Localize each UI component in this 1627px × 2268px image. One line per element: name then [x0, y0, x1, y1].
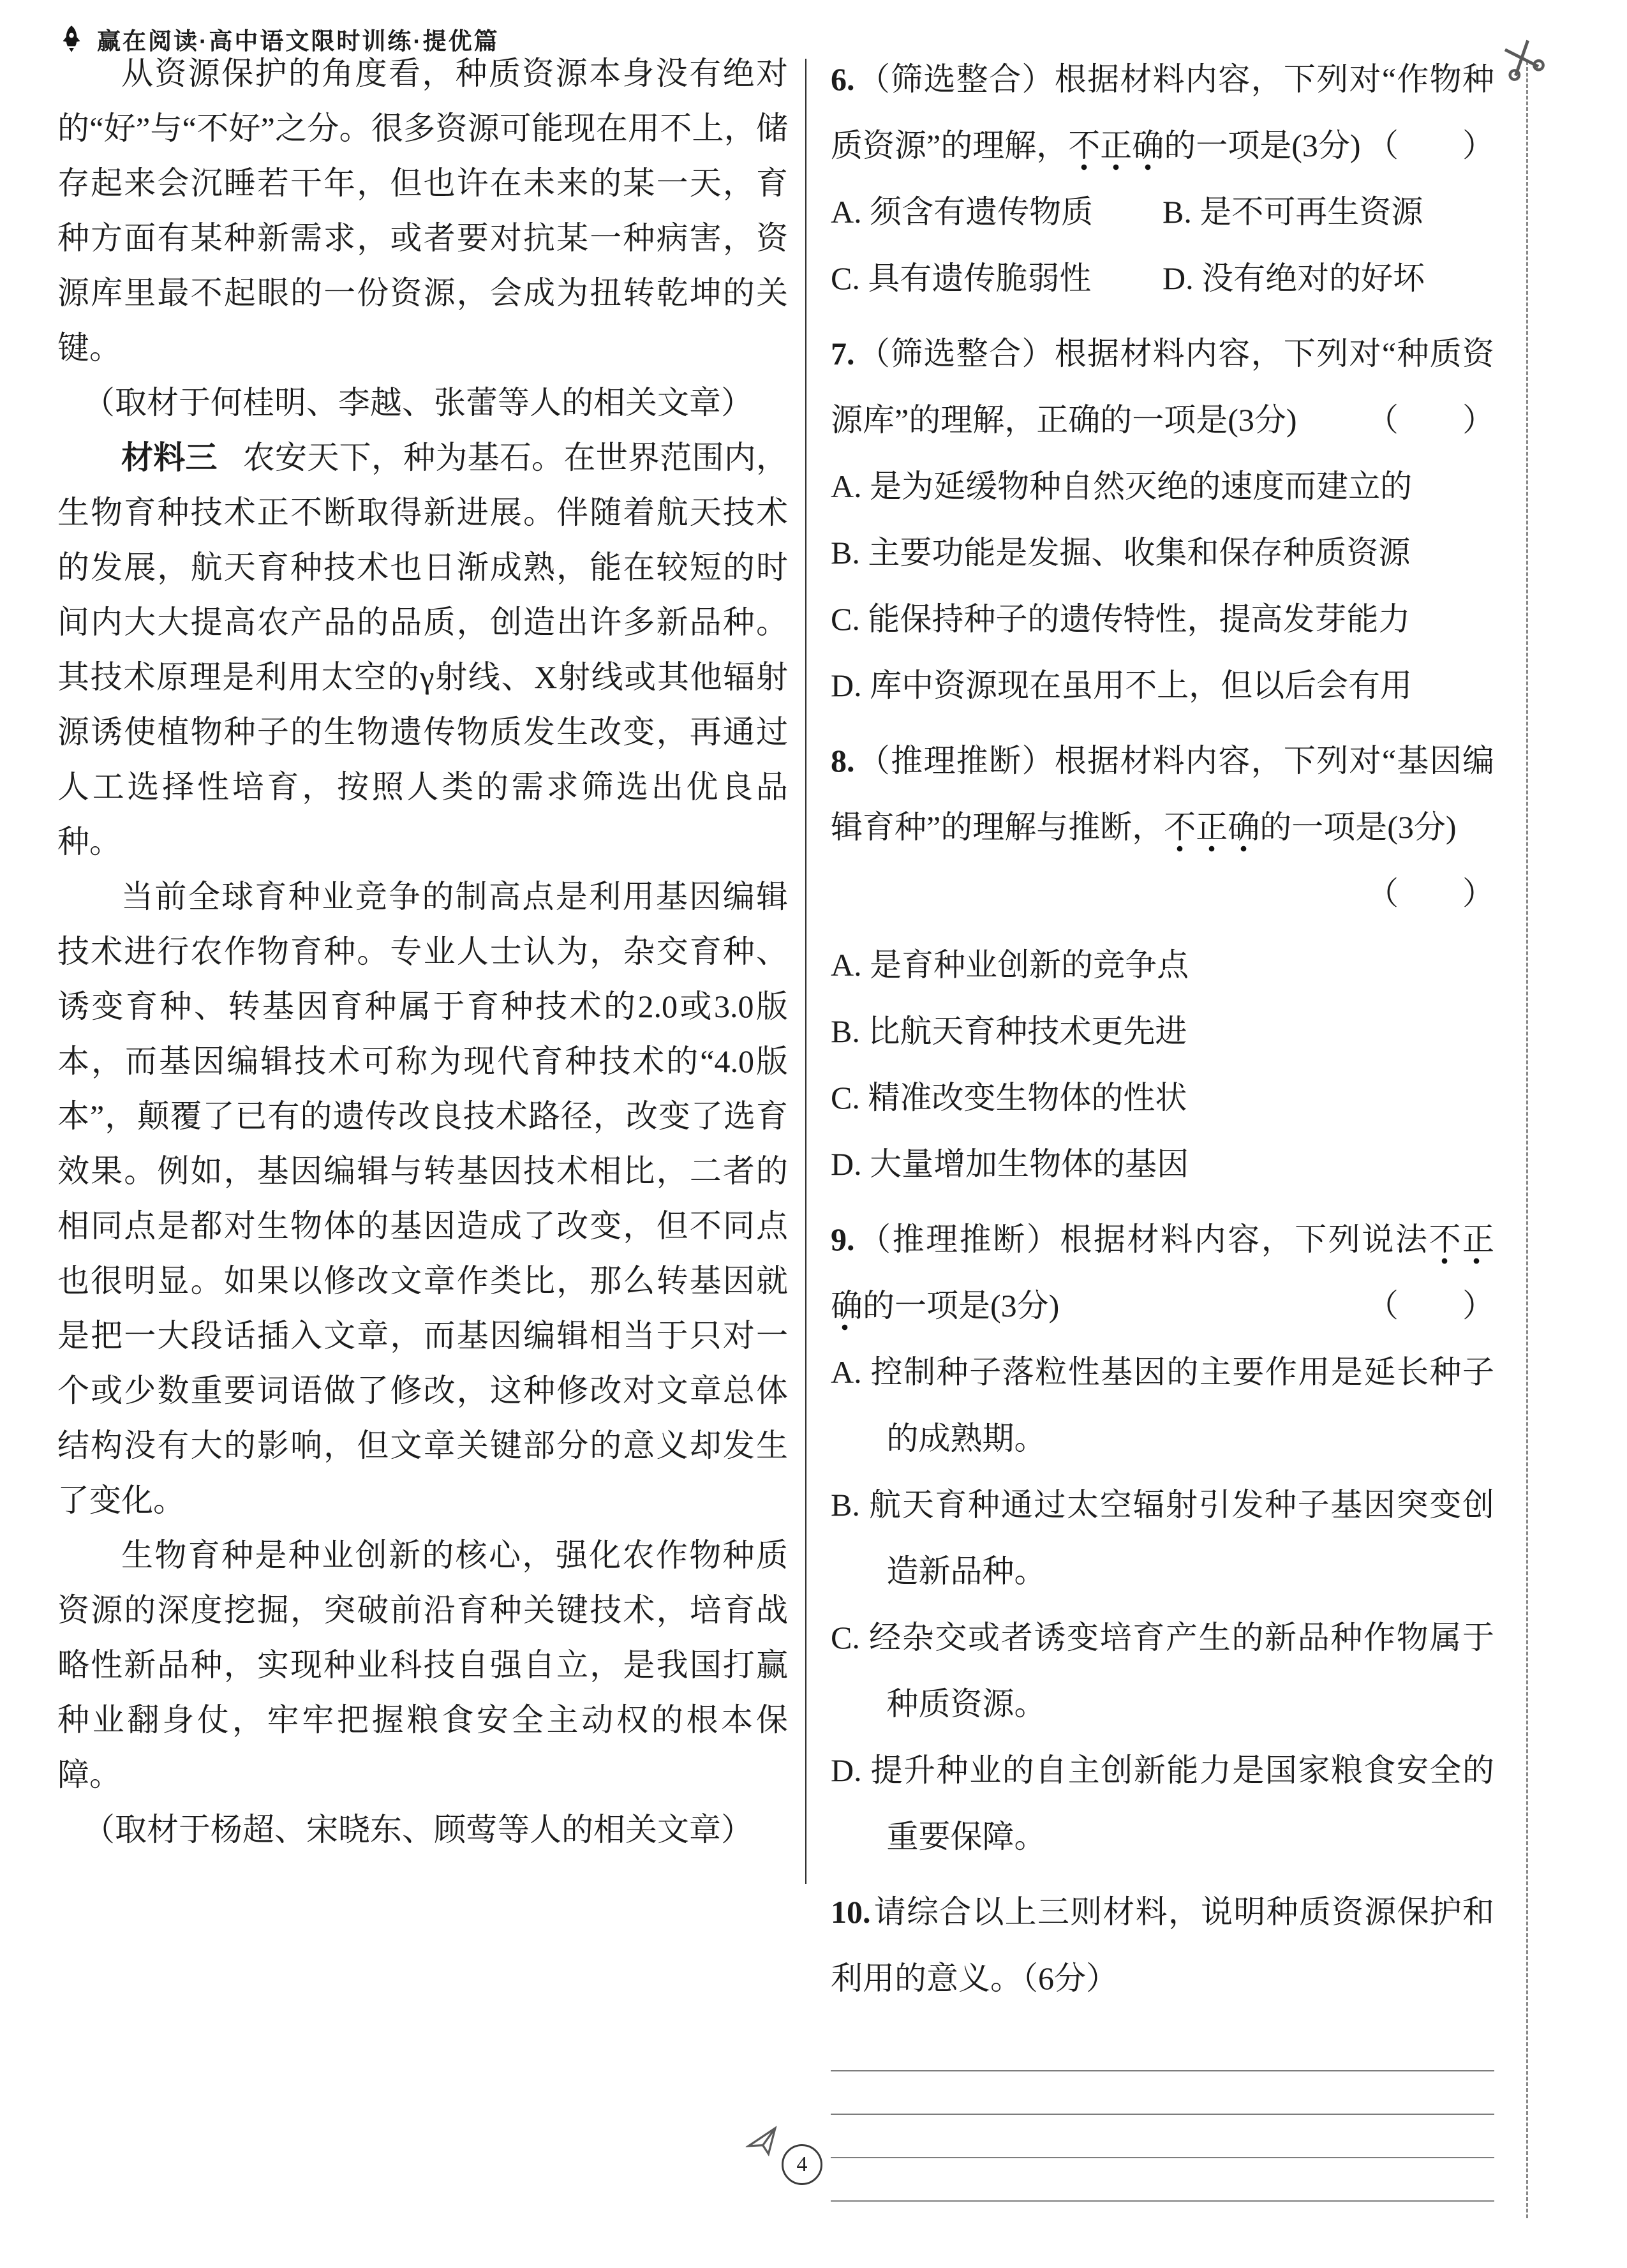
stem-text: 根据材料内容，下列对“作物种质资源”的理解， — [831, 61, 1495, 163]
option-a — [831, 453, 1494, 519]
question-stem — [831, 46, 1494, 179]
options — [831, 453, 1494, 719]
answer-line — [831, 2071, 1494, 2115]
answer-bracket: （ ） — [1367, 876, 1494, 911]
option-label: D. — [831, 1146, 862, 1182]
option-text: 具有遗传脆弱性 — [868, 260, 1092, 296]
passage-paragraph: 当前全球育种业竞争的制高点是利用基因编辑技术进行农作物育种。专业人士认为，杂交育种、诱变育种、转基因育种属于育种技术的2.0或3.0版本，而基因编辑技术可称为现代育种技术的“4.0版本”，颠覆了已有的遗传改良技术路径，改变了选育效果。例如，基因编辑与转基因技术相比，二者的相同点是都对生物体的基因造成了改变，但不同点也很明显。如果以修改文章作类比，那么转基因就是把一大段话插入文章，而基因编辑相当于只对一个或少数重要词语做了修改，这种修改对文章总体结构没有大的影响，但文章关键部分的意义却发生了变化。 — [57, 879, 788, 1518]
page-number-badge — [782, 2144, 822, 2185]
option-text: 比航天育种技术更先进 — [868, 1013, 1187, 1049]
question-8 — [831, 727, 1494, 1197]
option-label: D. — [831, 1752, 862, 1788]
option-label: B. — [831, 1013, 860, 1049]
option-label: B. — [831, 535, 860, 571]
question-tag: （筛选整合） — [857, 336, 1055, 371]
option-a — [831, 1339, 1494, 1472]
source-attribution: （取材于杨超、宋晓东、顾莺等人的相关文章） — [83, 1812, 753, 1847]
option-b — [831, 519, 1494, 586]
stem-text: 的一项是(3分) — [1164, 128, 1361, 163]
answer-line — [831, 2115, 1494, 2158]
answer-line — [831, 2028, 1494, 2071]
passage-paragraph — [57, 46, 788, 375]
option-text: 主要功能是发掘、收集和保存种质资源 — [868, 535, 1411, 571]
question-number: 6. — [831, 61, 855, 97]
question-stem — [831, 727, 1494, 860]
page-number: 4 — [796, 2152, 808, 2176]
option-label: A. — [831, 947, 862, 983]
emphasized-text: 不正确 — [1164, 809, 1259, 853]
option-text: 库中资源现在虽用不上，但以后会有用 — [870, 668, 1413, 703]
options — [831, 932, 1494, 1197]
option-label: C. — [831, 1620, 860, 1655]
option-d — [831, 1131, 1494, 1197]
options — [831, 1339, 1494, 1870]
question-tag: （筛选整合） — [857, 61, 1055, 97]
option-label: A. — [831, 194, 862, 230]
column-divider — [805, 59, 806, 1884]
option-label: C. — [831, 601, 860, 637]
stem-text: 根据材料内容，下列对“种质资源库”的理解， — [831, 336, 1495, 438]
material-3-label: 材料三 — [121, 440, 218, 475]
stem-text: 请综合以上三则材料，说明种质资源保护和利用的意义。（6分） — [831, 1894, 1494, 1996]
answer-bracket: （ ） — [1367, 128, 1494, 163]
option-text: 大量增加生物体的基因 — [870, 1146, 1189, 1182]
question-10 — [831, 1879, 1494, 2202]
right-column — [831, 46, 1494, 2211]
option-d — [831, 1737, 1494, 1870]
answer-lines — [831, 2028, 1494, 2202]
option-b — [1163, 179, 1494, 245]
passage-paragraph: 生物育种是种业创新的核心，强化农作物种质资源的深度挖掘，突破前沿育种关键技术，培育战略性新品种，实现种业科技自强自立，是我国打赢种业翻身仗，牢牢把握粮食安全主动权的根本保障。 — [57, 1537, 788, 1793]
option-c — [831, 1604, 1494, 1737]
option-label: A. — [831, 1354, 862, 1390]
question-number: 10. — [831, 1894, 871, 1930]
question-number: 8. — [831, 743, 855, 779]
question-stem — [831, 1879, 1494, 2011]
stem-text: 的一项是(3分) — [1259, 809, 1457, 845]
option-c — [831, 1064, 1494, 1131]
stem-text: 的一项是(3分) — [863, 1288, 1060, 1324]
emphasized-text: 不正确 — [1068, 128, 1164, 171]
material-3-paragraph — [57, 430, 788, 869]
option-label: C. — [831, 260, 860, 296]
paper-plane-icon — [742, 2122, 784, 2164]
option-text: 没有绝对的好坏 — [1201, 260, 1425, 296]
option-text: 提升种业的自主创新能力是国家粮食安全的重要保障。 — [870, 1752, 1495, 1854]
question-number: 9. — [831, 1221, 855, 1257]
question-tag: （推理推断） — [857, 743, 1055, 779]
option-d — [1163, 245, 1494, 311]
option-c — [831, 586, 1494, 652]
question-7 — [831, 320, 1494, 719]
options — [831, 179, 1494, 311]
paragraph-text: 从资源保护的角度看，种质资源本身没有绝对的“好”与“不好”之分。很多资源可能现在用不上，储存起来会沉睡若干年，但也许在未来的某一天，育种方面有某种新需求，或者要对抗某一种病害，资源库里最不起眼的一份资源，会成为扭转乾坤的关键。 — [57, 56, 788, 366]
paragraph-text: 农安天下，种为基石。在世界范围内，生物育种技术正不断取得新进展。伴随着航天技术的发展，航天育种技术也日渐成熟，能在较短的时间内大大提高农产品的品质，创造出许多新品种。其技术原理是利用太空的γ射线、X射线或其他辐射源诱使植物种子的生物遗传物质发生改变，再通过人工选择性培育，按照人类的需求筛选出优良品种。 — [57, 440, 789, 860]
option-b — [831, 1472, 1494, 1604]
option-label: C. — [831, 1080, 860, 1115]
page-title: 赢在阅读·高中语文限时训练·提优篇 — [97, 28, 500, 54]
question-stem — [831, 1206, 1494, 1339]
stem-text: 正确的一项是(3分) — [1036, 402, 1297, 438]
option-d — [831, 652, 1494, 719]
stem-text: 根据材料内容，下列对“基因编辑育种”的理解与推断， — [831, 743, 1495, 845]
stem-text: 根据材料内容，下列说法 — [1060, 1221, 1429, 1257]
answer-line — [831, 2158, 1494, 2202]
option-text: 是育种业创新的竞争点 — [870, 947, 1189, 983]
option-text: 精准改变生物体的性状 — [868, 1080, 1187, 1115]
option-a — [831, 179, 1163, 245]
option-label: D. — [1163, 260, 1194, 296]
option-text: 经杂交或者诱变培育产生的新品种作物属于种质资源。 — [869, 1620, 1495, 1722]
option-text: 航天育种通过太空辐射引发种子基因突变创造新品种。 — [869, 1487, 1495, 1589]
question-9 — [831, 1206, 1494, 1870]
option-label: B. — [1163, 194, 1192, 230]
option-text: 是不可再生资源 — [1200, 194, 1423, 230]
question-stem — [831, 320, 1494, 453]
option-a — [831, 932, 1494, 998]
option-label: D. — [831, 668, 862, 703]
left-column — [57, 46, 788, 1857]
option-label: B. — [831, 1487, 860, 1523]
option-b — [831, 998, 1494, 1064]
question-tag: （推理推断） — [857, 1221, 1060, 1257]
question-6 — [831, 46, 1494, 311]
option-text: 是为延缓物种自然灭绝的速度而建立的 — [870, 468, 1413, 504]
emphasized-text: 不正确 — [831, 1221, 1494, 1331]
option-text: 须含有遗传物质 — [870, 194, 1094, 230]
answer-bracket: （ ） — [1367, 402, 1494, 438]
question-number: 7. — [831, 336, 855, 371]
answer-bracket: （ ） — [1367, 1288, 1494, 1324]
option-text: 能保持种子的遗传特性，提高发芽能力 — [868, 601, 1411, 637]
source-attribution: （取材于何桂明、李越、张蕾等人的相关文章） — [83, 385, 753, 421]
option-text: 控制种子落粒性基因的主要作用是延长种子的成熟期。 — [870, 1354, 1495, 1456]
cut-line — [1526, 61, 1528, 2218]
option-c — [831, 245, 1163, 311]
scissors-icon — [1494, 31, 1549, 86]
option-label: A. — [831, 468, 862, 504]
